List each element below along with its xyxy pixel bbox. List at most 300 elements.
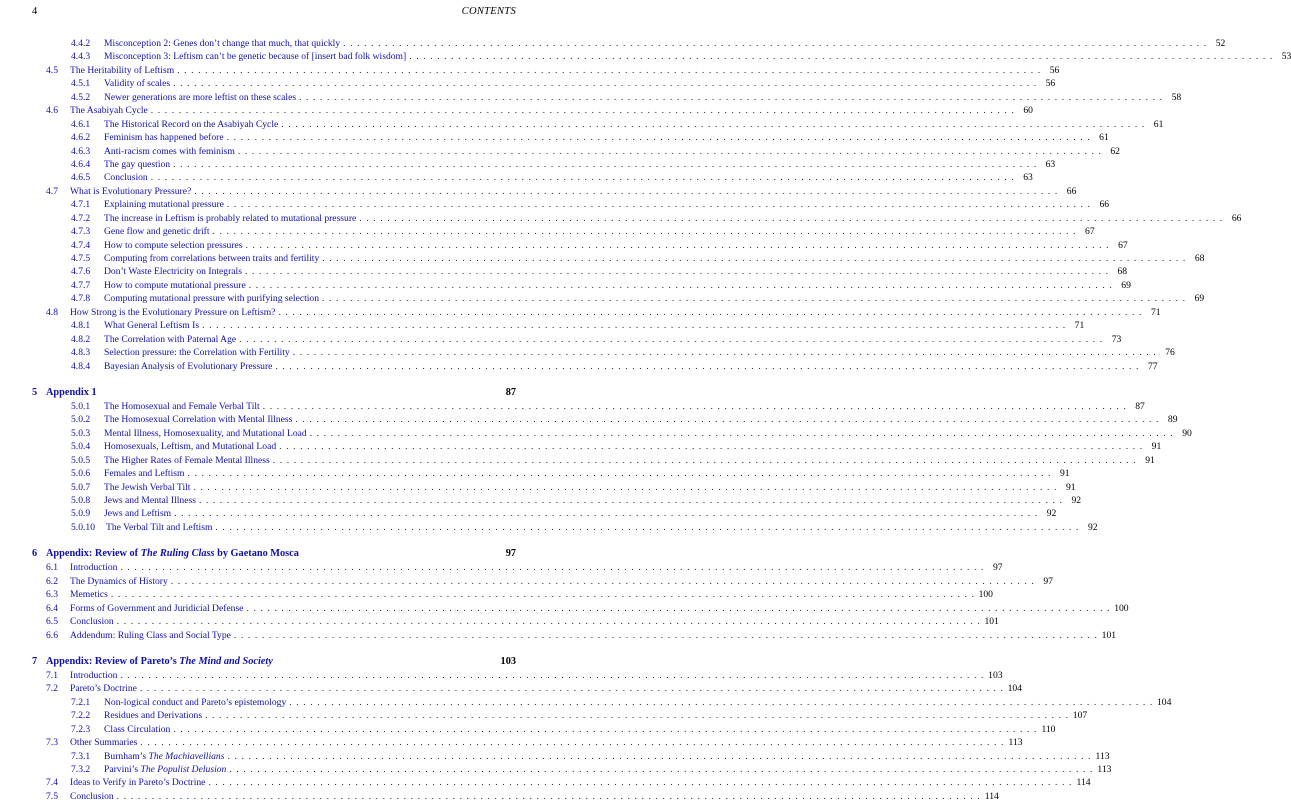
- toc-entry-title-part: Mental Illness, Homosexuality, and Mutational Load: [104, 427, 307, 439]
- toc-entry-number[interactable]: 4.8.4: [71, 360, 91, 372]
- toc-entry-number[interactable]: 4.7.1: [71, 199, 91, 211]
- toc-entry-line: [104, 91, 1182, 104]
- toc-page-number: 73: [1111, 333, 1122, 345]
- toc-entry-title[interactable]: [104, 279, 246, 292]
- toc-entry-number[interactable]: 5.0.2: [71, 414, 91, 426]
- toc-entry-title-part: Bayesian Analysis of Evolutionary Pressure: [104, 360, 273, 372]
- dot-leader: [281, 118, 1145, 131]
- toc-entry-title[interactable]: [104, 750, 224, 763]
- toc-entry-title[interactable]: [46, 547, 299, 561]
- toc-entry-number[interactable]: 4.5.2: [71, 91, 91, 103]
- toc-page-number: 113: [1008, 737, 1023, 749]
- toc-page-number: 69: [1121, 279, 1131, 291]
- toc-entry-title-part: The gay question: [104, 158, 171, 170]
- toc-subsection-entry[interactable]: [32, 118, 1164, 131]
- dot-leader: [227, 750, 1091, 763]
- toc-entry-number[interactable]: 6.3: [46, 589, 58, 601]
- toc-entry-line: [46, 547, 516, 561]
- toc-subsection-entry[interactable]: [32, 239, 1128, 252]
- toc-entry-title[interactable]: [104, 145, 235, 158]
- toc-page-number: 77: [1147, 360, 1158, 372]
- toc-entry-title-part: Class Circulation: [104, 723, 171, 735]
- dot-leader: [246, 239, 1110, 252]
- toc-entry-title-part: How to compute selection pressures: [104, 239, 243, 251]
- page-header: [32, 6, 516, 22]
- toc-section-entry[interactable]: [32, 629, 1117, 642]
- toc-subsection-entry[interactable]: [32, 225, 1095, 238]
- toc-entry-title[interactable]: [104, 91, 296, 104]
- toc-entry-line: [104, 427, 1192, 440]
- toc-entry-line: [104, 507, 1057, 520]
- toc-chapter-entry[interactable]: [32, 386, 516, 400]
- toc-entry-title-part: Memetics: [70, 589, 108, 601]
- toc-subsection-entry[interactable]: [32, 279, 1131, 292]
- toc-entry-title[interactable]: [104, 400, 260, 413]
- toc-entry-title-part: Explaining mutational pressure: [104, 199, 224, 211]
- toc-entry-title[interactable]: [106, 521, 212, 534]
- toc-entry-line: [70, 185, 1077, 198]
- dot-leader: [239, 333, 1103, 346]
- toc-entry-title[interactable]: [70, 669, 117, 682]
- toc-entry-number[interactable]: 4.6.2: [71, 132, 91, 144]
- toc-entry-number[interactable]: 7.4: [46, 777, 58, 789]
- toc-entry-title-part: The increase in Leftism is probably related to mutational pressure: [104, 212, 357, 224]
- dot-leader: [171, 575, 1035, 588]
- toc-entry-number[interactable]: 4.7.7: [71, 279, 91, 291]
- toc-page-number: 91: [1151, 441, 1162, 453]
- toc-entry-number[interactable]: 4.6: [46, 105, 58, 117]
- toc-page-number: 91: [1060, 468, 1070, 480]
- toc-subsection-entry[interactable]: [32, 37, 1226, 50]
- toc-entry-title[interactable]: [104, 225, 210, 238]
- toc-entry-line: [70, 615, 999, 628]
- toc-page-number: 100: [1114, 602, 1129, 614]
- toc-entry-number[interactable]: 5.0.6: [71, 468, 91, 480]
- toc-entry-title[interactable]: [70, 615, 114, 628]
- toc-subsection-entry[interactable]: [32, 467, 1070, 480]
- toc-entry-title[interactable]: [70, 682, 137, 695]
- toc-subsection-entry[interactable]: [32, 77, 1056, 90]
- toc-entry-title[interactable]: [104, 265, 242, 278]
- toc-section-entry[interactable]: [32, 185, 1077, 198]
- toc-entry-line: [70, 736, 1023, 749]
- dot-leader: [293, 346, 1157, 359]
- dot-leader: [120, 669, 984, 682]
- toc-subsection-entry[interactable]: [32, 521, 1098, 534]
- toc-entry-title[interactable]: [104, 212, 356, 225]
- toc-entry-title[interactable]: [70, 588, 108, 601]
- toc-entry-line: [104, 131, 1109, 144]
- toc-page-number: 56: [1045, 78, 1056, 90]
- toc-subsection-entry[interactable]: [32, 413, 1178, 426]
- toc-entry-number[interactable]: 5.0.4: [71, 441, 91, 453]
- toc-page-number: 58: [1171, 91, 1182, 103]
- toc-entry-number[interactable]: 4.7: [46, 185, 58, 197]
- toc-entry-line: [70, 682, 1022, 695]
- toc-entry-title[interactable]: [104, 467, 184, 480]
- toc-entry-title-part: The Homosexual Correlation with Mental Illness: [104, 414, 293, 426]
- toc-entry-number[interactable]: 4.7.8: [71, 293, 91, 305]
- toc-entry-title[interactable]: [104, 292, 319, 305]
- toc-entry-number[interactable]: 5.0.5: [71, 454, 91, 466]
- section-gap: [32, 642, 516, 655]
- toc-page-number: 101: [1101, 629, 1117, 641]
- toc-chapter-entry[interactable]: [32, 655, 516, 669]
- toc-entry-line: [104, 212, 1242, 225]
- toc-entry-title[interactable]: [104, 333, 236, 346]
- toc-entry-number[interactable]: 4.7.3: [71, 226, 91, 238]
- toc-page-number: 71: [1150, 306, 1161, 318]
- toc-page-number: 101: [984, 616, 999, 628]
- toc-entry-line: [104, 750, 1110, 763]
- toc-subsection-entry[interactable]: [32, 427, 1192, 440]
- toc-page-number: 89: [1167, 414, 1178, 426]
- toc-page-number: 97: [1043, 575, 1053, 587]
- toc-entry-title[interactable]: [104, 709, 202, 722]
- toc-entry-line: [104, 319, 1085, 332]
- toc-page-number: 66: [1231, 212, 1242, 224]
- toc-entry-title-part: Don’t Waste Electricity on Integrals: [104, 266, 242, 278]
- toc-subsection-entry[interactable]: [32, 50, 1291, 63]
- toc-subsection-entry[interactable]: [32, 709, 1088, 722]
- toc-subsection-entry[interactable]: [32, 171, 1033, 184]
- toc-section-entry[interactable]: [32, 682, 1022, 695]
- toc-subsection-entry[interactable]: [32, 158, 1056, 171]
- toc-entry-title-part: The Ruling Class: [140, 548, 215, 560]
- toc-entry-title[interactable]: [70, 64, 174, 77]
- toc-page-number: 103: [500, 655, 516, 667]
- toc-entry-number[interactable]: 4.4.3: [71, 51, 91, 63]
- toc-entry-title[interactable]: [70, 776, 205, 789]
- toc-entry-title-part: Computing mutational pressure with purifying selection: [104, 293, 320, 305]
- toc-page-number: 52: [1215, 38, 1226, 49]
- toc-entry-number[interactable]: 6: [32, 548, 38, 560]
- toc-entry-title-part: Ideas to Verify in Pareto’s Doctrine: [70, 777, 206, 789]
- dot-leader: [229, 763, 1093, 776]
- toc-entry-number[interactable]: 6.2: [46, 575, 58, 587]
- toc-entry-number[interactable]: 5.0.7: [71, 481, 91, 493]
- toc-entry-number[interactable]: 5.0.8: [71, 495, 91, 506]
- toc-entry-line: [104, 467, 1070, 480]
- dot-leader: [174, 507, 1038, 520]
- toc-page-number: 68: [1117, 266, 1128, 278]
- dot-leader: [245, 265, 1109, 278]
- toc-section-entry[interactable]: [32, 561, 1003, 574]
- toc-entry-line: [104, 763, 1112, 776]
- toc-page-number: 110: [1041, 723, 1056, 735]
- toc-entry-title-part: How to compute mutational pressure: [104, 279, 246, 291]
- toc-page-number: 56: [1049, 64, 1060, 76]
- toc-entry-line: [104, 413, 1178, 426]
- toc-entry-line: [104, 723, 1056, 736]
- dot-leader: [310, 427, 1174, 440]
- toc-entry-number[interactable]: 5.0.3: [71, 427, 91, 439]
- toc-subsection-entry[interactable]: [32, 360, 1158, 373]
- toc-entry-title-part: What is Evolutionary Pressure?: [70, 185, 192, 197]
- toc-entry-line: [104, 50, 1291, 63]
- toc-entry-title-part: The Verbal Tilt and Leftism: [106, 521, 213, 533]
- toc-entry-title[interactable]: [104, 171, 148, 184]
- toc-entry-title-part: Feminism has happened before: [104, 132, 224, 144]
- toc-entry-title[interactable]: [104, 481, 190, 494]
- toc-entry-title[interactable]: [104, 50, 406, 63]
- dot-leader: [173, 723, 1037, 736]
- toc-entry-number[interactable]: 5.0.10: [71, 521, 95, 533]
- toc-entry-number[interactable]: 7.1: [46, 669, 58, 681]
- toc-entry-number[interactable]: 7.3.2: [71, 764, 91, 775]
- dot-leader: [322, 252, 1186, 265]
- toc-entry-title[interactable]: [104, 252, 319, 265]
- toc-entry-title[interactable]: [104, 723, 170, 736]
- toc-entry-number[interactable]: 6.1: [46, 562, 58, 574]
- dot-leader: [173, 158, 1037, 171]
- toc-entry-number[interactable]: 4.8.2: [71, 333, 91, 345]
- toc-subsection-entry[interactable]: [32, 750, 1110, 763]
- toc-section-entry[interactable]: [32, 306, 1161, 319]
- toc-entry-line: [104, 440, 1162, 453]
- toc-entry-line: [104, 225, 1095, 238]
- toc-page-number: 61: [1099, 132, 1109, 144]
- dot-leader: [227, 198, 1091, 211]
- toc-entry-title[interactable]: [104, 507, 171, 520]
- toc-entry-title-part: The Machiavellians: [148, 750, 225, 762]
- toc-entry-title[interactable]: [104, 494, 196, 507]
- toc-entry-title-part: Non-logical conduct and Pareto’s epistemology: [104, 696, 287, 708]
- toc-subsection-entry[interactable]: [32, 333, 1122, 346]
- toc-subsection-entry[interactable]: [32, 252, 1205, 265]
- toc-entry-line: [104, 239, 1128, 252]
- toc-entry-line: [70, 561, 1003, 574]
- dot-leader: [177, 64, 1041, 77]
- toc-entry-number[interactable]: 7.2.1: [71, 696, 91, 708]
- toc-entry-line: [70, 588, 993, 601]
- toc-entry-title-part: Forms of Government and Juridicial Defense: [70, 602, 244, 614]
- toc-entry-number[interactable]: 4.7.6: [71, 266, 91, 278]
- toc-entry-line: [70, 776, 1091, 789]
- dot-leader: [117, 790, 981, 803]
- toc-entry-title[interactable]: [104, 360, 272, 373]
- toc-entry-number[interactable]: 5: [32, 386, 38, 398]
- dot-leader: [193, 481, 1057, 494]
- toc-entry-title[interactable]: [104, 239, 243, 252]
- toc-subsection-entry[interactable]: [32, 319, 1085, 332]
- toc-entry-line: [104, 252, 1205, 265]
- toc-entry-number[interactable]: 5.0.1: [71, 400, 91, 412]
- toc-subsection-entry[interactable]: [32, 723, 1056, 736]
- toc-section-entry[interactable]: [32, 104, 1033, 117]
- toc-page-number: 62: [1110, 145, 1120, 157]
- dot-leader: [289, 696, 1153, 709]
- toc-entry-number[interactable]: 4.7.2: [71, 212, 91, 224]
- toc-entry-title[interactable]: [104, 763, 226, 776]
- toc-entry-line: [70, 104, 1033, 117]
- toc-subsection-entry[interactable]: [32, 265, 1128, 278]
- toc-subsection-entry[interactable]: [32, 131, 1109, 144]
- toc-subsection-entry[interactable]: [32, 481, 1076, 494]
- toc-entry-number[interactable]: 4.5.1: [71, 78, 91, 90]
- toc-entry-line: [70, 602, 1129, 615]
- toc-entry-title[interactable]: [104, 413, 292, 426]
- toc-entry-line: [104, 494, 1082, 507]
- toc-entry-title[interactable]: [104, 118, 278, 131]
- toc-section-entry[interactable]: [32, 669, 1003, 682]
- toc-entry-title[interactable]: [46, 386, 97, 400]
- toc-entry-title-part: Newer generations are more leftist on these scales: [104, 91, 297, 103]
- toc-entry-title-part: Validity of scales: [104, 78, 171, 90]
- toc-subsection-entry[interactable]: [32, 292, 1205, 305]
- toc-entry-line: [70, 306, 1161, 319]
- toc-entry-number[interactable]: 6.5: [46, 616, 58, 628]
- toc-page-number: 91: [1145, 454, 1155, 466]
- toc-entry-title-part: Residues and Derivations: [104, 710, 203, 722]
- toc-entry-number[interactable]: 4.8: [46, 306, 58, 318]
- toc-subsection-entry[interactable]: [32, 145, 1120, 158]
- toc-subsection-entry[interactable]: [32, 440, 1162, 453]
- toc-entry-title[interactable]: [70, 790, 114, 803]
- toc-page-number: 60: [1023, 105, 1033, 117]
- toc-subsection-entry[interactable]: [32, 507, 1057, 520]
- toc-entry-number[interactable]: 4.6.3: [71, 145, 91, 157]
- toc-entry-line: [70, 790, 999, 803]
- toc-entry-title-part: Appendix: Review of: [46, 548, 141, 560]
- toc-subsection-entry[interactable]: [32, 494, 1082, 507]
- toc-section-entry[interactable]: [32, 64, 1060, 77]
- toc-subsection-entry[interactable]: [32, 198, 1110, 211]
- toc-section-entry[interactable]: [32, 615, 999, 628]
- toc-entry-number[interactable]: 4.5: [46, 64, 58, 76]
- toc-entry-number[interactable]: 4.8.3: [71, 347, 91, 359]
- toc-entry-title-part: How Strong is the Evolutionary Pressure on Leftism?: [70, 306, 276, 318]
- toc-subsection-entry[interactable]: [32, 212, 1242, 225]
- toc-entry-title[interactable]: [104, 346, 290, 359]
- toc-entry-title[interactable]: [46, 655, 273, 669]
- dot-leader: [263, 400, 1127, 413]
- toc-entry-title[interactable]: [70, 736, 137, 749]
- toc-entry-line: [104, 198, 1110, 211]
- toc-subsection-entry[interactable]: [32, 763, 1112, 776]
- toc-page-number: 66: [1099, 199, 1110, 211]
- toc-section-entry[interactable]: [32, 588, 993, 601]
- toc-entry-title[interactable]: [104, 37, 340, 50]
- dot-leader: [249, 279, 1113, 292]
- dot-leader: [187, 467, 1051, 480]
- dot-leader: [199, 494, 1063, 507]
- toc-entry-line: [106, 521, 1098, 534]
- toc-entry-title-part: Conclusion: [70, 790, 114, 802]
- toc-page-number: 114: [1076, 777, 1091, 789]
- toc-entry-number[interactable]: 4.7.5: [71, 253, 91, 264]
- toc-entry-title[interactable]: [104, 131, 224, 144]
- toc-subsection-entry[interactable]: [32, 400, 1145, 413]
- toc-entry-title[interactable]: [70, 306, 275, 319]
- toc-entry-title[interactable]: [104, 440, 276, 453]
- toc-entry-title[interactable]: [104, 427, 307, 440]
- toc-entry-title[interactable]: [104, 198, 224, 211]
- toc-entry-title[interactable]: [70, 185, 191, 198]
- toc-entry-title-part: Appendix: Review of Pareto’s: [46, 655, 180, 667]
- toc-entry-title-part: The Heritability of Leftism: [70, 64, 175, 76]
- toc-page-number: 100: [978, 589, 993, 601]
- toc-entry-title[interactable]: [70, 629, 231, 642]
- toc-subsection-entry[interactable]: [32, 454, 1155, 467]
- toc-entry-line: [104, 454, 1155, 467]
- toc-entry-number[interactable]: 7.2.2: [71, 710, 91, 722]
- toc-section-entry[interactable]: [32, 736, 1023, 749]
- dot-leader: [111, 588, 975, 601]
- toc-entry-number[interactable]: 7.3: [46, 737, 58, 749]
- toc-entry-number[interactable]: 4.6.1: [71, 118, 91, 130]
- toc-chapter-entry[interactable]: [32, 547, 516, 561]
- toc-entry-title[interactable]: [70, 104, 148, 117]
- dot-leader: [205, 709, 1069, 722]
- toc-entry-number[interactable]: 7: [32, 655, 38, 667]
- toc-entry-number[interactable]: 7.2.3: [71, 723, 91, 735]
- toc-entry-number[interactable]: 4.6.4: [71, 158, 91, 170]
- toc-entry-title[interactable]: [104, 158, 170, 171]
- toc-entry-title[interactable]: [104, 319, 199, 332]
- toc-subsection-entry[interactable]: [32, 91, 1182, 104]
- toc-entry-title-part: The Mind and Society: [179, 655, 273, 667]
- toc-page-number: 107: [1072, 710, 1088, 722]
- toc-entry-title[interactable]: [104, 454, 270, 467]
- toc-entry-title-part: Misconception 2: Genes don’t change that much, that quickly: [104, 38, 341, 49]
- toc-entry-title[interactable]: [70, 575, 168, 588]
- toc-entry-title[interactable]: [104, 696, 286, 709]
- toc-entry-number[interactable]: 4.7.4: [71, 239, 91, 251]
- toc-entry-number[interactable]: 4.8.1: [71, 320, 91, 332]
- toc-entry-title-part: Appendix 1: [46, 386, 97, 398]
- dot-leader: [246, 602, 1110, 615]
- dot-leader: [343, 37, 1207, 50]
- toc-page-number: 97: [992, 562, 1003, 574]
- toc-entry-line: [104, 360, 1158, 373]
- toc-entry-number[interactable]: 6.6: [46, 629, 58, 641]
- toc-entry-number[interactable]: 5.0.9: [71, 508, 91, 520]
- running-head: CONTENTS: [461, 6, 516, 17]
- toc-entry-line: [104, 171, 1033, 184]
- toc-entry-title-part: by Gaetano Mosca: [214, 548, 299, 560]
- toc-page-number: 67: [1118, 239, 1128, 251]
- toc-entry-number[interactable]: 4.4.2: [71, 38, 91, 49]
- toc-page-number: 63: [1023, 172, 1033, 184]
- toc-entry-number[interactable]: 6.4: [46, 602, 58, 614]
- toc-entry-title[interactable]: [70, 602, 243, 615]
- toc-entry-title-part: Computing from correlations between traits and fertility: [104, 253, 320, 264]
- toc-section-entry[interactable]: [32, 776, 1091, 789]
- toc-entry-line: [104, 400, 1145, 413]
- toc-section-entry[interactable]: [32, 790, 999, 803]
- toc-entry-title-part: What General Leftism Is: [104, 320, 200, 332]
- toc-entry-number[interactable]: 7.5: [46, 790, 58, 802]
- toc-entry-number[interactable]: 7.3.1: [71, 750, 91, 762]
- toc-page-number: 92: [1046, 508, 1057, 520]
- toc-entry-line: [70, 64, 1060, 77]
- toc-page-number: 66: [1066, 185, 1077, 197]
- toc-page-number: 53: [1281, 51, 1291, 63]
- toc-entry-title[interactable]: [70, 561, 117, 574]
- toc-entry-number[interactable]: 4.6.5: [71, 172, 91, 184]
- dot-leader: [359, 212, 1223, 225]
- toc-subsection-entry[interactable]: [32, 346, 1175, 359]
- toc-entry-number[interactable]: 7.2: [46, 683, 58, 695]
- toc-entry-title-part: Conclusion: [104, 172, 148, 184]
- toc-section-entry[interactable]: [32, 575, 1053, 588]
- toc-subsection-entry[interactable]: [32, 696, 1172, 709]
- toc-section-entry[interactable]: [32, 602, 1129, 615]
- toc-entry-title[interactable]: [104, 77, 170, 90]
- toc-entry-title-part: Pareto’s Doctrine: [70, 683, 137, 695]
- toc-entry-title-part: The Populist Delusion: [140, 764, 227, 775]
